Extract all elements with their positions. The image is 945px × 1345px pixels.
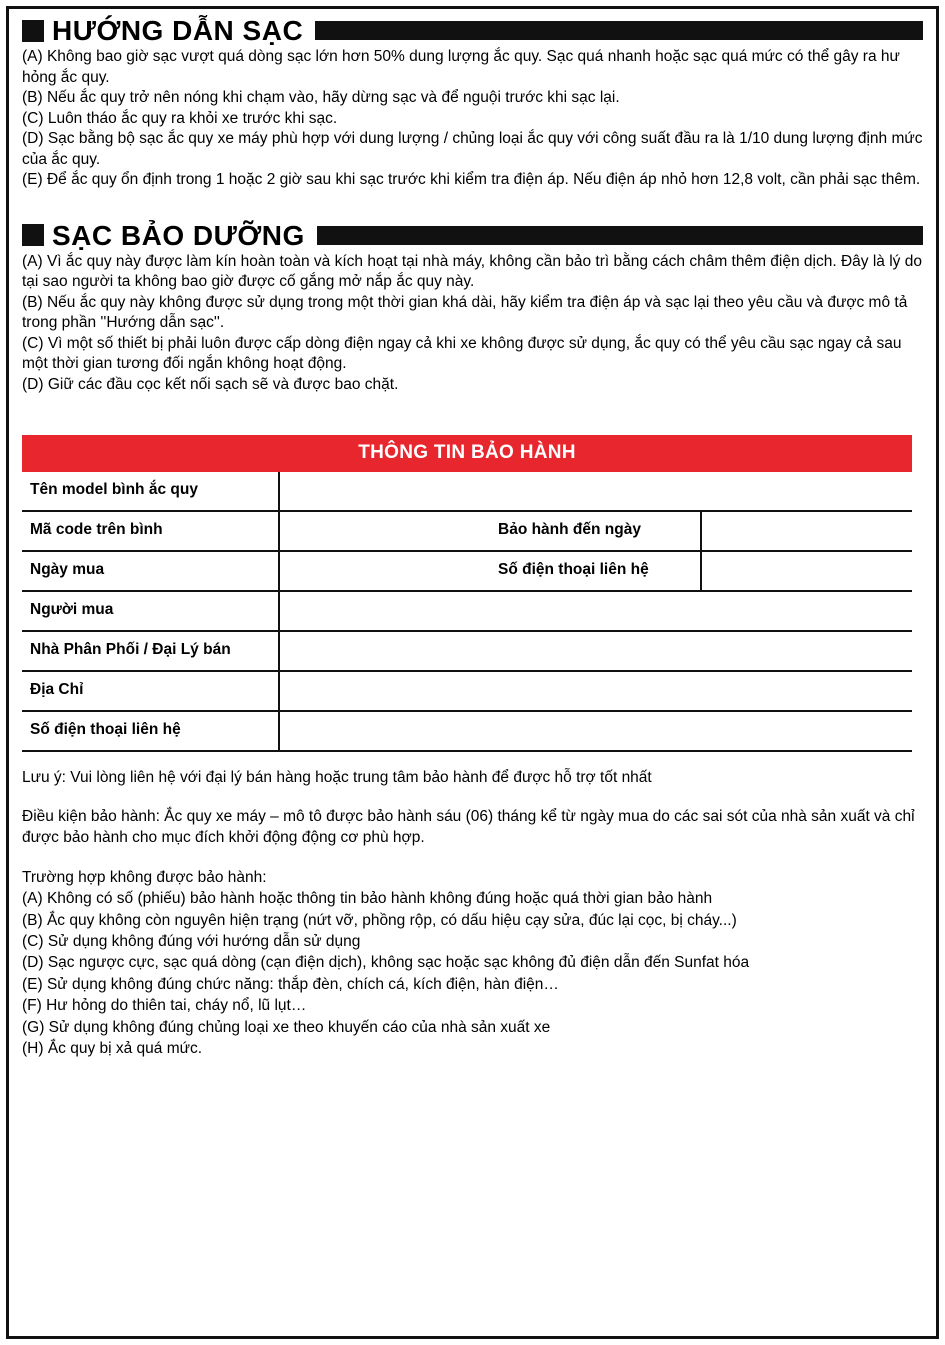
exclusions-title: Trường hợp không được bảo hành:: [22, 868, 267, 886]
paragraph: (C) Luôn tháo ắc quy ra khỏi xe trước khi sạc.: [22, 109, 338, 127]
table-row: [22, 551, 912, 591]
field-label: Mã code trên bình: [22, 511, 279, 551]
section-charging-guide: [22, 16, 923, 191]
heading-rule: [315, 21, 923, 40]
field-label: Người mua: [22, 591, 279, 631]
exclusion-item: (E) Sử dụng không đúng chức năng: thắp đèn, chích cá, kích điện, hàn điện…: [22, 975, 559, 993]
document-content: [22, 16, 923, 1059]
warranty-title: THÔNG TIN BẢO HÀNH: [22, 435, 912, 472]
exclusion-item: (B) Ắc quy không còn nguyên hiện trạng (nứt vỡ, phồng rộp, có dấu hiệu cạy sửa, đúc lại cọc, bị cháy...): [22, 911, 737, 929]
field-value[interactable]: [279, 551, 490, 591]
exclusion-item: (G) Sử dụng không đúng chủng loại xe theo khuyến cáo của nhà sản xuất xe: [22, 1018, 551, 1036]
heading-rule: [317, 226, 923, 245]
square-bullet-icon: [22, 224, 44, 246]
paragraph: (B) Nếu ắc quy trở nên nóng khi chạm vào, hãy dừng sạc và để nguội trước khi sạc lại.: [22, 89, 620, 107]
paragraph: (A) Không bao giờ sạc vượt quá dòng sạc lớn hơn 50% dung lượng ắc quy. Sạc quá nhanh hoặc sạc quá mức có thể gây ra hư hỏng ắc quy.: [22, 48, 900, 86]
section-title: HƯỚNG DẪN SẠC: [52, 15, 304, 46]
field-value[interactable]: [279, 631, 912, 671]
warranty-notes: [22, 768, 923, 1059]
warranty-fields: [22, 472, 912, 752]
exclusion-item: (A) Không có số (phiếu) bảo hành hoặc thông tin bảo hành không đúng hoặc quá thời gian bảo hành: [22, 890, 713, 908]
table-row: [22, 591, 912, 631]
field-value[interactable]: [279, 591, 912, 631]
note-text: Lưu ý: Vui lòng liên hệ với đại lý bán hàng hoặc trung tâm bảo hành để được hỗ trợ tốt nhất: [22, 769, 652, 787]
field-label: Ngày mua: [22, 551, 279, 591]
table-row: [22, 472, 912, 511]
warranty-table: [22, 435, 912, 752]
field-value[interactable]: [279, 511, 490, 551]
exclusion-item: (H) Ắc quy bị xả quá mức.: [22, 1039, 203, 1057]
table-row: [22, 511, 912, 551]
field-label: Tên model bình ắc quy: [22, 472, 279, 511]
paragraph: (D) Giữ các đầu cọc kết nối sạch sẽ và được bao chặt.: [22, 375, 399, 393]
table-row: [22, 711, 912, 751]
table-row: [22, 671, 912, 711]
paragraph: (B) Nếu ắc quy này không được sử dụng trong một thời gian khá dài, hãy kiểm tra điện áp và sạc lại theo yêu cầu và được mô tả trong phần ''Hướng dẫn sạc''.: [22, 293, 908, 332]
field-label: Địa Chỉ: [22, 671, 279, 711]
square-bullet-icon: [22, 20, 44, 42]
section-title: SẠC BẢO DƯỠNG: [52, 219, 305, 251]
warranty-condition-text: Điều kiện bảo hành: Ắc quy xe máy – mô tô được bảo hành sáu (06) tháng kể từ ngày mua do các sai sót của nhà sản xuất và chỉ được bảo hành cho mục đích khởi động động cơ phù hợp.: [22, 808, 915, 846]
field-value[interactable]: [279, 671, 912, 711]
table-row: [22, 631, 912, 671]
paragraph: (C) Vì một số thiết bị phải luôn được cấp dòng điện ngay cả khi xe không được sử dụng, ắc quy có thể yêu cầu sạc ngay cả sau một thời gian tương đối ngắn không hoạt động.: [22, 334, 902, 373]
field-label: Số điện thoại liên hệ: [490, 551, 701, 591]
exclusion-item: (D) Sạc ngược cực, sạc quá dòng (cạn điện dịch), không sạc hoặc sạc không đủ điện dẫn đến Sunfat hóa: [22, 954, 750, 972]
field-value[interactable]: [701, 511, 912, 551]
exclusion-item: (F) Hư hỏng do thiên tai, cháy nổ, lũ lụt…: [22, 997, 307, 1015]
field-value[interactable]: [279, 711, 912, 751]
field-label: Số điện thoại liên hệ: [22, 711, 279, 751]
field-value[interactable]: [279, 472, 912, 511]
spacer: [22, 789, 923, 807]
paragraph: (A) Vì ắc quy này được làm kín hoàn toàn và kích hoạt tại nhà máy, không cần bảo trì bằng cách châm thêm điện dịch. Đây là lý do tại sao người ta không bao giờ được cố gắng mở nắp ắc quy này.: [22, 252, 922, 291]
paragraph: (E) Để ắc quy ổn định trong 1 hoặc 2 giờ sau khi sạc trước khi kiểm tra điện áp. Nếu điện áp nhỏ hơn 12,8 volt, cần phải sạc thêm.: [22, 171, 921, 189]
field-value[interactable]: [701, 551, 912, 591]
section-maintenance-charging: [22, 221, 923, 396]
spacer: [22, 849, 923, 867]
exclusion-item: (C) Sử dụng không đúng với hướng dẫn sử dụng: [22, 933, 361, 951]
field-label: Nhà Phân Phối / Đại Lý bán: [22, 631, 279, 671]
section-heading: [22, 221, 923, 250]
field-label: Bảo hành đến ngày: [490, 511, 701, 551]
section-heading: [22, 16, 923, 45]
paragraph: (D) Sạc bằng bộ sạc ắc quy xe máy phù hợp với dung lượng / chủng loại ắc quy với công suất đầu ra là 1/10 dung lượng định mức của ắc quy.: [22, 130, 923, 168]
